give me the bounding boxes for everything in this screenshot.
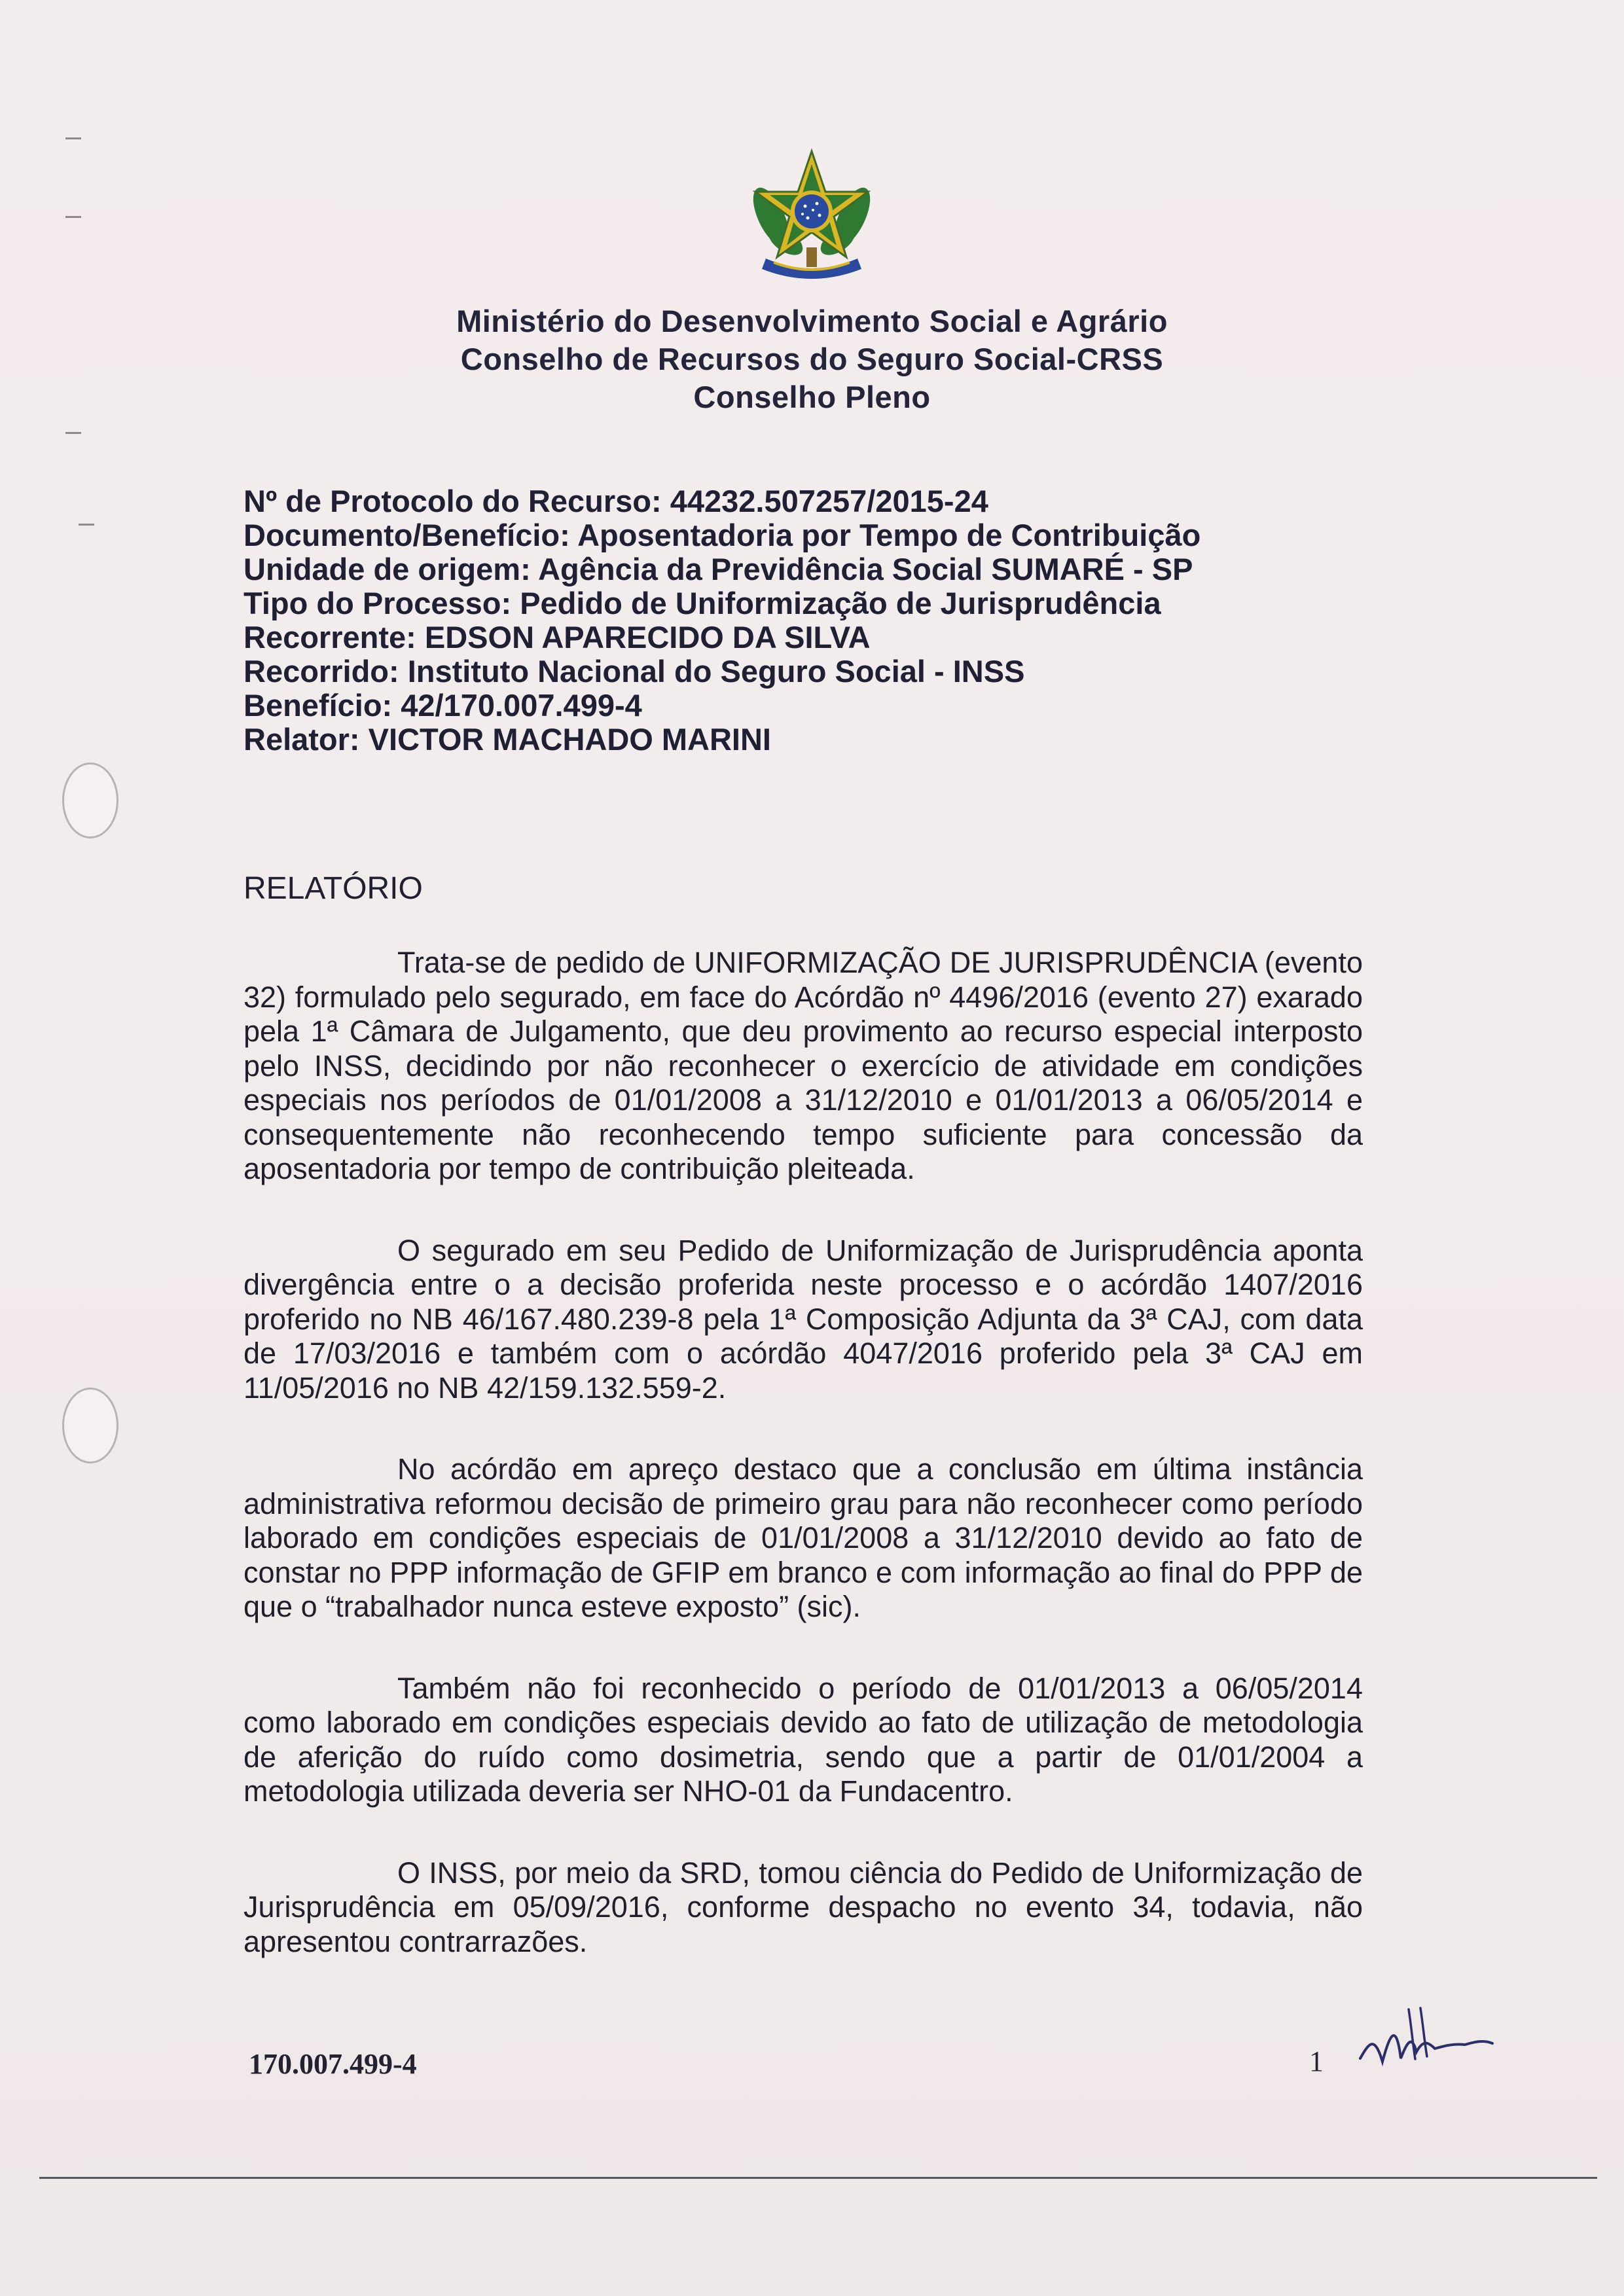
paragraph: Trata-se de pedido de UNIFORMIZAÇÃO DE JURISPRUDÊNCIA (evento 32) formulado pelo segurado, em face do Acórdão nº 4496/2016 (evento 27) exarado pela 1ª Câmara de Julgamento, que deu provimento ao recurso especial interposto pelo INSS, decidindo por não reconhecer o exercício de atividade em condições especiais nos períodos de 01/01/2008 a 31/12/2010 e 01/01/2013 a 06/05/2014 e consequentemente não reconhecendo tempo suficiente para concessão da aposentadoria por tempo de contribuição pleiteada. — [244, 946, 1363, 1185]
case-info-value: 42/170.007.499-4 — [401, 688, 642, 723]
paragraph: O INSS, por meio da SRD, tomou ciência do Pedido de Uniformização de Jurisprudência em 05/09/2016, conforme despacho no evento 34, todavia, não apresentou contrarrazões. — [244, 1856, 1363, 1958]
report-body — [244, 946, 1363, 2006]
case-info-rapporteur — [244, 723, 1200, 757]
case-info-origin-unit — [244, 552, 1200, 586]
page-number: 1 — [1309, 2045, 1324, 2077]
case-info-appellant — [244, 620, 1200, 655]
case-info-value: Agência da Previdência Social SUMARÉ - SP — [538, 552, 1193, 586]
case-info-benefit — [244, 689, 1200, 723]
case-info-label: Nº de Protocolo do Recurso: — [244, 484, 662, 518]
case-info-label: Documento/Benefício: — [244, 518, 570, 552]
case-info-document — [244, 518, 1200, 552]
margin-mark — [65, 432, 81, 434]
case-info-value: Instituto Nacional do Seguro Social - INSS — [407, 654, 1025, 689]
paragraph: O segurado em seu Pedido de Uniformização de Jurisprudência aponta divergência entre o a decisão proferida neste processo e o acórdão 1407/2016 proferido no NB 46/167.480.239-8 pela 1ª Composição Adjunta da 3ª CAJ, com data de 17/03/2016 e também com o acórdão 4047/2016 proferido pela 3ª CAJ em 11/05/2016 no NB 42/159.132.559-2. — [244, 1233, 1363, 1405]
document-header — [0, 302, 1624, 416]
margin-mark — [65, 137, 81, 139]
brazil-coat-of-arms-icon — [730, 141, 893, 288]
chamber-name: Conselho Pleno — [693, 380, 931, 414]
case-info-value: Aposentadoria por Tempo de Contribuição — [577, 518, 1201, 552]
paragraph: Também não foi reconhecido o período de 01/01/2013 a 06/05/2014 como laborado em condições especiais devido ao fato de utilização de metodologia de aferição do ruído como dosimetria, sendo que a partir de 01/01/2004 a metodologia utilizada deveria ser NHO-01 da Fundacentro. — [244, 1671, 1363, 1808]
ministry-name: Ministério do Desenvolvimento Social e Agrário — [456, 304, 1168, 338]
case-info-process-type — [244, 586, 1200, 620]
case-info-label: Unidade de origem: — [244, 552, 531, 586]
margin-mark — [79, 524, 94, 526]
case-info-value: EDSON APARECIDO DA SILVA — [424, 620, 871, 655]
section-title: RELATÓRIO — [244, 871, 423, 906]
paragraph: No acórdão em apreço destaco que a conclusão em última instância administrativa reformou decisão de primeiro grau para não reconhecer como período laborado em condições especiais de 01/01/2008 a 31/12/2010 devido ao fato de constar no PPP informação de GFIP em branco e com informação ao final do PPP de que o “trabalhador nunca esteve exposto” (sic). — [244, 1452, 1363, 1623]
case-info-respondent — [244, 655, 1200, 689]
case-info-label: Relator: — [244, 722, 360, 757]
case-info-block — [244, 484, 1200, 757]
case-info-value: 44232.507257/2015-24 — [670, 484, 988, 518]
case-info-value: Pedido de Uniformização de Jurisprudência — [520, 586, 1161, 620]
handwritten-signature-icon — [1355, 1996, 1499, 2081]
case-info-protocol — [244, 484, 1200, 518]
footer-rule — [39, 2177, 1597, 2179]
punch-hole-lower — [62, 1388, 118, 1463]
case-info-label: Recorrido: — [244, 654, 399, 689]
case-info-value: VICTOR MACHADO MARINI — [368, 722, 771, 757]
punch-hole-upper — [62, 762, 118, 838]
case-info-label: Tipo do Processo: — [244, 586, 512, 620]
margin-mark — [65, 216, 81, 218]
council-name: Conselho de Recursos do Seguro Social-CRSS — [460, 342, 1164, 376]
footer-benefit-code: 170.007.499-4 — [249, 2048, 417, 2080]
case-info-label: Benefício: — [244, 688, 393, 723]
case-info-label: Recorrente: — [244, 620, 416, 655]
